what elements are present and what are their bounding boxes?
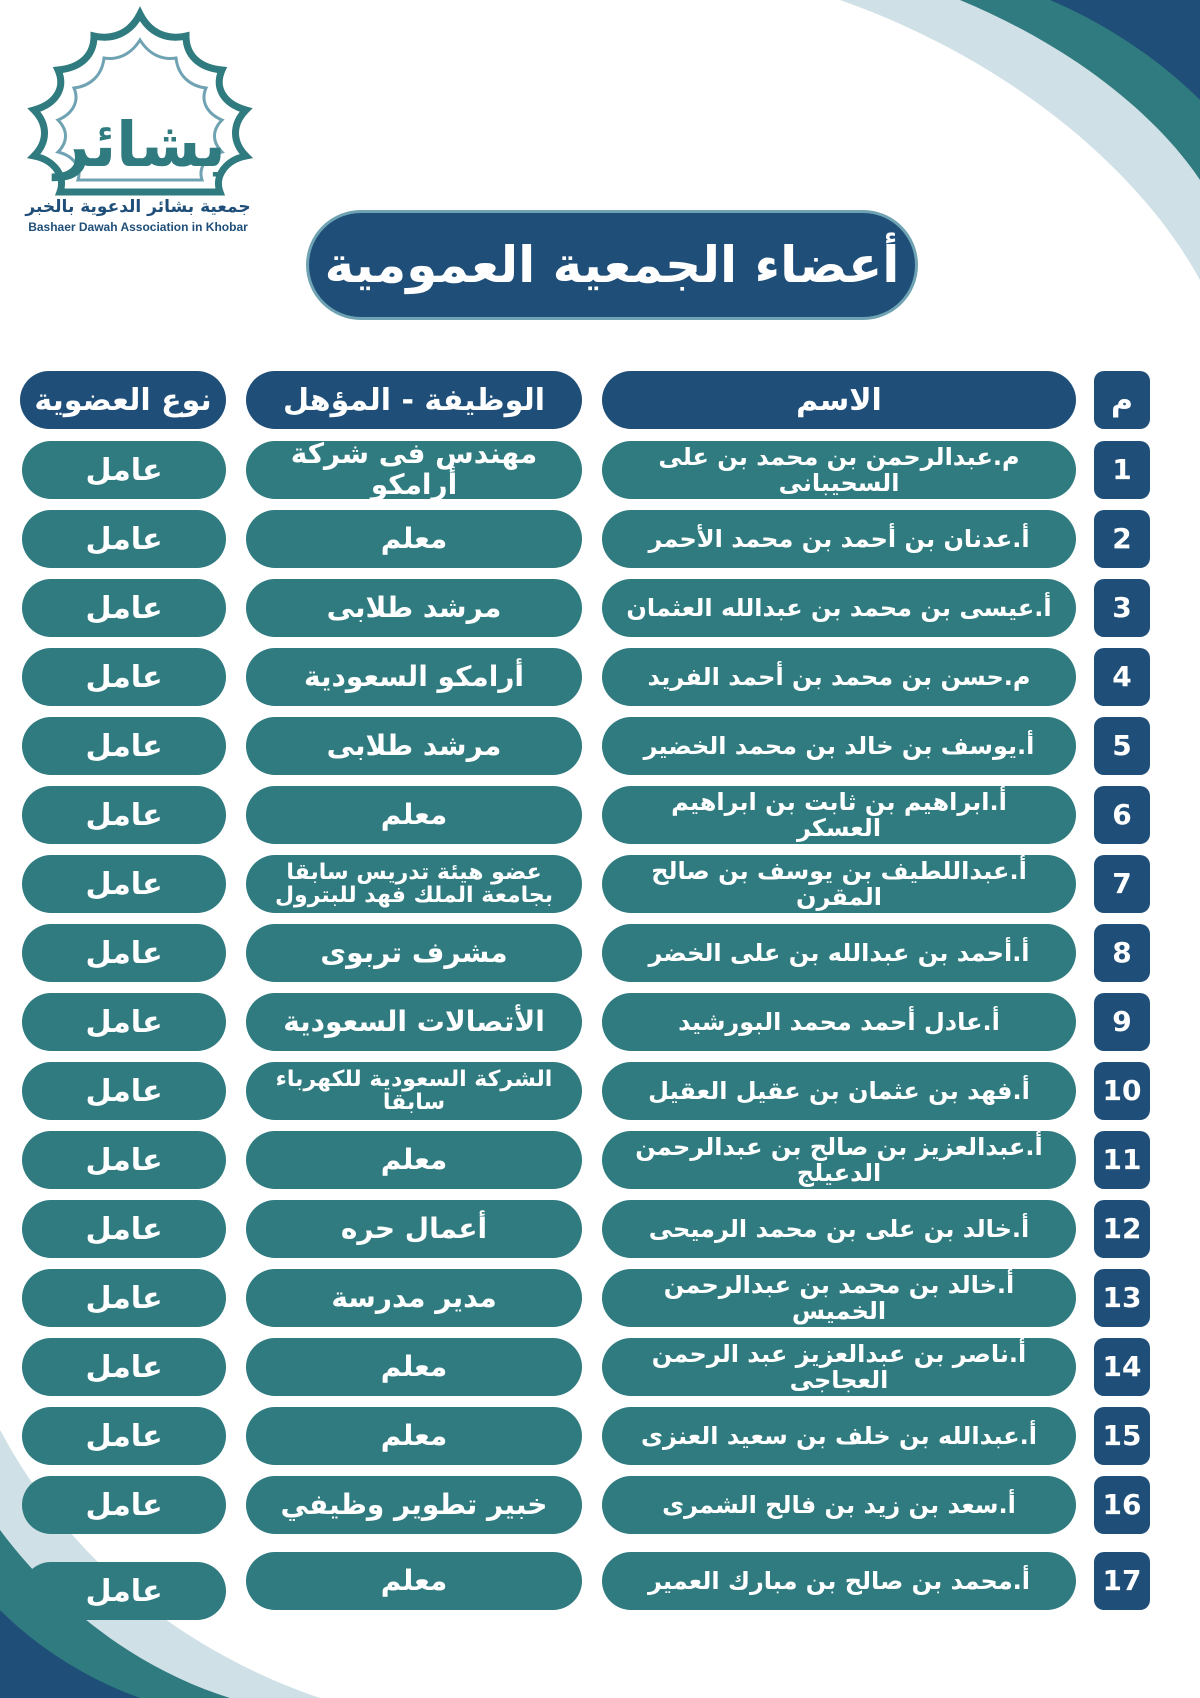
membership-type: عامل	[22, 855, 226, 913]
membership-type: عامل	[22, 1338, 226, 1396]
logo-name-arabic: جمعية بشائر الدعوية بالخبر	[25, 197, 251, 217]
header-membership-type: نوع العضوية	[20, 371, 226, 429]
member-name: أ.خالد بن محمد بن عبدالرحمن الخميس	[602, 1269, 1076, 1327]
member-name: م.عبدالرحمن بن محمد بن على السحيبانى	[602, 441, 1076, 499]
member-job: معلم	[246, 510, 582, 568]
row-number: 2	[1094, 510, 1150, 568]
logo-mark: بشائر	[54, 108, 226, 181]
row-number: 10	[1094, 1062, 1150, 1120]
member-name: أ.فهد بن عثمان بن عقيل العقيل	[602, 1062, 1076, 1120]
member-name: أ.يوسف بن خالد بن محمد الخضير	[602, 717, 1076, 775]
membership-type: عامل	[22, 993, 226, 1051]
membership-type: عامل	[22, 579, 226, 637]
row-number: 8	[1094, 924, 1150, 982]
member-name: أ.سعد بن زيد بن فالح الشمرى	[602, 1476, 1076, 1534]
member-job: مرشد طلابى	[246, 717, 582, 775]
row-number: 7	[1094, 855, 1150, 913]
row-number: 11	[1094, 1131, 1150, 1189]
row-number: 6	[1094, 786, 1150, 844]
membership-type: عامل	[22, 786, 226, 844]
member-job: معلم	[246, 1131, 582, 1189]
member-job: معلم	[246, 1338, 582, 1396]
membership-type: عامل	[22, 1269, 226, 1327]
member-job: معلم	[246, 1407, 582, 1465]
member-name: أ.عبدالله بن خلف بن سعيد العنزى	[602, 1407, 1076, 1465]
membership-type: عامل	[22, 1131, 226, 1189]
membership-type: عامل	[22, 924, 226, 982]
membership-type: عامل	[22, 1407, 226, 1465]
member-job: معلم	[246, 786, 582, 844]
header-name: الاسم	[602, 371, 1076, 429]
row-number: 13	[1094, 1269, 1150, 1327]
member-name: أ.عبدالعزيز بن صالح بن عبدالرحمن الدعيلج	[602, 1131, 1076, 1189]
row-number: 17	[1094, 1552, 1150, 1610]
member-job: خبير تطوير وظيفي	[246, 1476, 582, 1534]
member-job: عضو هيئة تدريس سابقا بجامعة الملك فهد للبترول	[246, 855, 582, 913]
member-name: أ.عيسى بن محمد بن عبدالله العثمان	[602, 579, 1076, 637]
row-number: 9	[1094, 993, 1150, 1051]
membership-type: عامل	[22, 1476, 226, 1534]
member-name: أ.خالد بن على بن محمد الرميحى	[602, 1200, 1076, 1258]
member-job: مرشد طلابى	[246, 579, 582, 637]
member-name: أ.محمد بن صالح بن مبارك العمير	[602, 1552, 1076, 1610]
member-job: مهندس فى شركة أرامكو	[246, 441, 582, 499]
member-name: أ.ابراهيم بن ثابت بن ابراهيم العسكر	[602, 786, 1076, 844]
member-job: مدير مدرسة	[246, 1269, 582, 1327]
member-job: معلم	[246, 1552, 582, 1610]
member-job: مشرف تربوى	[246, 924, 582, 982]
row-number: 12	[1094, 1200, 1150, 1258]
membership-type: عامل	[22, 1562, 226, 1620]
membership-type: عامل	[22, 717, 226, 775]
member-name: م.حسن بن محمد بن أحمد الفريد	[602, 648, 1076, 706]
member-job: الشركة السعودية للكهرباء سابقا	[246, 1062, 582, 1120]
member-name: أ.عادل أحمد محمد البورشيد	[602, 993, 1076, 1051]
member-name: أ.أحمد بن عبدالله بن على الخضر	[602, 924, 1076, 982]
member-job: الأتصالات السعودية	[246, 993, 582, 1051]
member-name: أ.عدنان بن أحمد بن محمد الأحمر	[602, 510, 1076, 568]
membership-type: عامل	[22, 510, 226, 568]
membership-type: عامل	[22, 648, 226, 706]
row-number: 14	[1094, 1338, 1150, 1396]
page-title: أعضاء الجمعية العمومية	[306, 210, 918, 320]
row-number: 4	[1094, 648, 1150, 706]
member-name: أ.عبداللطيف بن يوسف بن صالح المقرن	[602, 855, 1076, 913]
member-job: أعمال حره	[246, 1200, 582, 1258]
membership-type: عامل	[22, 1200, 226, 1258]
header-number: م	[1094, 371, 1150, 429]
row-number: 3	[1094, 579, 1150, 637]
row-number: 16	[1094, 1476, 1150, 1534]
membership-type: عامل	[22, 1062, 226, 1120]
logo-name-english: Bashaer Dawah Association in Khobar	[28, 220, 248, 234]
membership-type: عامل	[22, 441, 226, 499]
row-number: 15	[1094, 1407, 1150, 1465]
header-job: الوظيفة - المؤهل	[246, 371, 582, 429]
row-number: 1	[1094, 441, 1150, 499]
member-name: أ.ناصر بن عبدالعزيز عبد الرحمن العجاجى	[602, 1338, 1076, 1396]
member-job: أرامكو السعودية	[246, 648, 582, 706]
row-number: 5	[1094, 717, 1150, 775]
